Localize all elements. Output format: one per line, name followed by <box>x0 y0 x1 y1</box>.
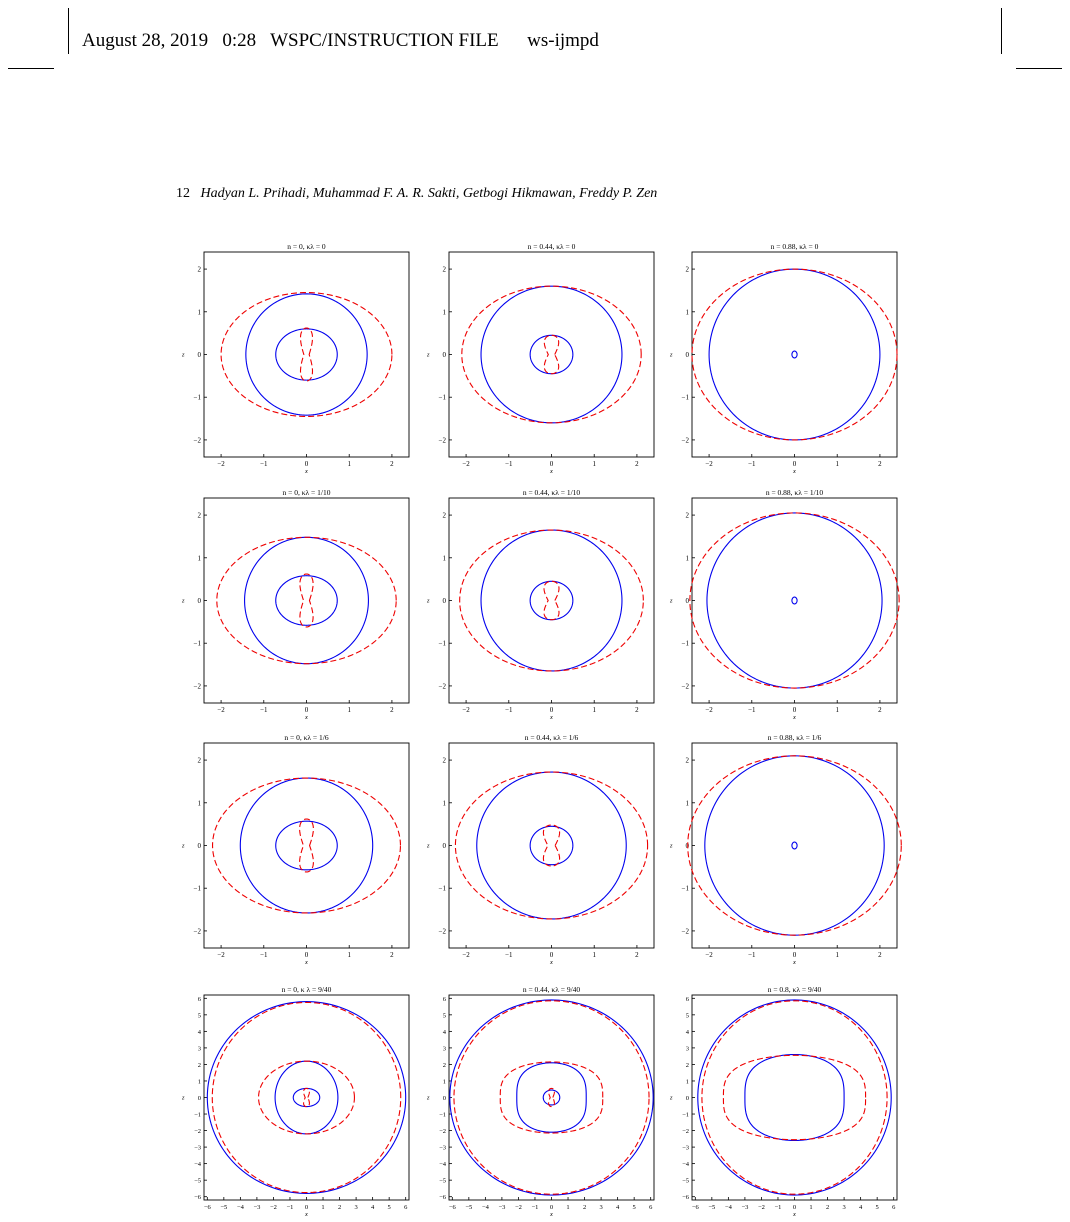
running-head-file-type: WSPC/INSTRUCTION FILE <box>270 30 499 51</box>
dashed-curve <box>685 756 902 935</box>
plot-frame <box>449 743 654 948</box>
plot-frame <box>692 498 897 703</box>
y-axis-label: z <box>182 1094 185 1102</box>
x-tick-label: −6 <box>448 1204 456 1211</box>
x-tick-label: −1 <box>260 951 268 959</box>
plot-svg <box>668 486 908 721</box>
solid-curve <box>792 351 797 358</box>
plot-svg <box>180 240 420 475</box>
y-tick-label: −3 <box>194 1144 201 1152</box>
y-axis-label: z <box>427 597 430 605</box>
y-tick-label: 1 <box>685 308 689 317</box>
plot-frame <box>449 498 654 703</box>
x-tick-label: 4 <box>859 1204 863 1211</box>
x-tick-label: 0 <box>304 951 309 959</box>
x-tick-label: −4 <box>724 1204 732 1211</box>
y-tick-label: −4 <box>682 1161 689 1169</box>
y-tick-label: −4 <box>439 1161 446 1169</box>
x-tick-label: −5 <box>708 1204 716 1211</box>
solid-curve <box>517 1063 586 1132</box>
x-axis-label: x <box>550 1211 553 1218</box>
plot-panel-r2-c2 <box>425 486 665 721</box>
x-tick-label: −2 <box>757 1204 765 1211</box>
y-tick-label: 5 <box>197 1012 201 1020</box>
x-tick-label: 2 <box>878 706 882 714</box>
y-tick-label: −2 <box>193 436 201 445</box>
y-tick-label: 0 <box>197 351 201 359</box>
y-axis-label: z <box>670 351 673 359</box>
x-tick-label: −1 <box>505 706 513 714</box>
y-tick-label: 0 <box>442 597 446 605</box>
y-tick-label: −2 <box>682 1128 689 1136</box>
x-tick-label: 6 <box>649 1204 653 1211</box>
y-tick-label: −6 <box>194 1194 201 1202</box>
y-tick-label: 3 <box>685 1045 689 1053</box>
x-axis-label: x <box>305 959 308 966</box>
y-tick-label: −2 <box>438 682 446 691</box>
y-tick-label: 2 <box>197 756 201 765</box>
x-tick-label: 1 <box>835 460 839 468</box>
dashed-curve <box>300 819 314 872</box>
dashed-curve <box>692 269 897 440</box>
plot-frame <box>204 995 409 1200</box>
y-tick-label: 5 <box>442 1012 446 1020</box>
y-tick-label: 2 <box>685 756 689 765</box>
plot-panel-r3-c2 <box>425 731 665 966</box>
x-tick-label: −1 <box>260 706 268 714</box>
y-axis-label: z <box>670 842 673 850</box>
y-axis-label: z <box>182 842 185 850</box>
y-tick-label: 1 <box>685 1078 689 1086</box>
solid-curve <box>293 1088 319 1106</box>
running-head-date: August 28, 2019 <box>82 30 209 51</box>
y-tick-label: −2 <box>194 1128 201 1136</box>
x-tick-label: 6 <box>404 1204 408 1211</box>
author-list: Hadyan L. Prihadi, Muhammad F. A. R. Sakti, Getbogi Hikmawan, Freddy P. Zen <box>200 186 658 201</box>
crop-mark-left-horizontal <box>8 68 54 69</box>
x-tick-label: −4 <box>236 1204 244 1211</box>
solid-curve <box>530 581 573 619</box>
y-tick-label: −3 <box>439 1144 446 1152</box>
dashed-curve <box>301 328 313 381</box>
x-tick-label: −1 <box>748 460 756 468</box>
plot-panel-r1-c1 <box>180 240 420 475</box>
plot-svg <box>425 983 665 1218</box>
x-tick-label: 5 <box>387 1204 391 1211</box>
x-tick-label: −1 <box>260 460 268 468</box>
x-tick-label: −1 <box>748 706 756 714</box>
plot-panel-r1-c2 <box>425 240 665 475</box>
x-tick-label: 2 <box>635 460 639 468</box>
y-tick-label: −1 <box>194 1111 201 1119</box>
x-tick-label: −4 <box>481 1204 489 1211</box>
y-tick-label: 0 <box>685 351 689 359</box>
plot-title: n = 0.44, κλ = 9/40 <box>522 985 581 994</box>
x-tick-label: 2 <box>582 1204 587 1211</box>
x-tick-label: 0 <box>792 951 797 959</box>
dashed-curve <box>221 293 392 417</box>
solid-curve <box>481 286 622 423</box>
x-tick-label: −2 <box>705 706 713 714</box>
solid-curve <box>530 826 573 864</box>
plot-frame <box>449 995 654 1200</box>
x-tick-label: −1 <box>774 1204 782 1211</box>
y-tick-label: 0 <box>685 1095 689 1102</box>
dashed-curve <box>690 513 899 688</box>
running-head-time: 0:28 <box>222 30 257 51</box>
plot-frame <box>692 995 897 1200</box>
x-tick-label: 2 <box>390 460 394 468</box>
x-tick-label: −2 <box>217 460 225 468</box>
plot-frame <box>692 743 897 948</box>
dashed-curve <box>454 1001 649 1194</box>
y-tick-label: 1 <box>197 554 201 563</box>
plot-frame <box>204 743 409 948</box>
plot-title: n = 0.88, κλ = 0 <box>770 242 819 251</box>
plot-title: n = 0.44, κλ = 1/6 <box>524 733 579 742</box>
y-tick-label: −1 <box>438 884 446 893</box>
x-tick-label: −1 <box>505 951 513 959</box>
x-tick-label: 3 <box>842 1204 846 1211</box>
solid-curve <box>276 329 338 380</box>
x-tick-label: −3 <box>741 1204 749 1211</box>
solid-curve <box>530 335 573 373</box>
y-tick-label: 0 <box>197 842 201 850</box>
y-tick-label: −1 <box>438 639 446 648</box>
plot-svg <box>180 731 420 966</box>
x-tick-label: −1 <box>748 951 756 959</box>
y-tick-label: −2 <box>681 927 689 936</box>
x-tick-label: −1 <box>286 1204 294 1211</box>
x-tick-label: 0 <box>792 460 797 468</box>
x-tick-label: 2 <box>390 706 394 714</box>
plot-panel-r4-c1 <box>180 983 420 1218</box>
plot-title: n = 0, κ λ = 9/40 <box>281 985 332 994</box>
y-tick-label: 0 <box>442 1095 446 1102</box>
plot-title: n = 0.8, κλ = 9/40 <box>767 985 822 994</box>
y-tick-label: 5 <box>685 1012 689 1020</box>
y-tick-label: 2 <box>197 265 201 274</box>
x-tick-label: 2 <box>878 951 882 959</box>
dashed-curve <box>212 1002 400 1192</box>
x-tick-label: −5 <box>220 1204 228 1211</box>
y-tick-label: 2 <box>685 265 689 274</box>
x-tick-label: −2 <box>462 460 470 468</box>
dashed-curve <box>544 335 558 373</box>
dashed-curve <box>455 772 647 919</box>
y-tick-label: 2 <box>442 1061 446 1069</box>
x-tick-label: 1 <box>321 1204 325 1211</box>
solid-curve <box>792 597 797 604</box>
y-tick-label: 1 <box>442 1078 446 1086</box>
plot-svg <box>425 731 665 966</box>
x-tick-label: −2 <box>217 951 225 959</box>
plot-panel-r4-c3 <box>668 983 908 1218</box>
x-tick-label: −2 <box>462 951 470 959</box>
plot-title: n = 0, κλ = 1/10 <box>282 488 331 497</box>
plot-svg <box>668 731 908 966</box>
x-tick-label: −6 <box>691 1204 699 1211</box>
x-tick-label: −3 <box>253 1204 261 1211</box>
solid-curve <box>543 1090 560 1105</box>
y-tick-label: 2 <box>442 511 446 520</box>
x-tick-label: 0 <box>304 706 309 714</box>
solid-curve <box>275 1061 338 1134</box>
plot-frame <box>204 252 409 457</box>
x-tick-label: 4 <box>371 1204 375 1211</box>
plot-panel-r3-c3 <box>668 731 908 966</box>
y-tick-label: −1 <box>439 1111 446 1119</box>
y-tick-label: 1 <box>197 308 201 317</box>
x-tick-label: 2 <box>635 706 639 714</box>
running-head <box>82 30 599 52</box>
page-header <box>176 186 657 202</box>
solid-curve <box>705 756 884 935</box>
x-tick-label: 2 <box>878 460 882 468</box>
y-tick-label: −2 <box>193 682 201 691</box>
x-tick-label: 2 <box>337 1204 342 1211</box>
y-tick-label: 6 <box>197 995 201 1003</box>
y-tick-label: 2 <box>442 265 446 274</box>
x-tick-label: 0 <box>792 706 797 714</box>
x-tick-label: 6 <box>892 1204 896 1211</box>
x-tick-label: 5 <box>875 1204 879 1211</box>
y-tick-label: 1 <box>197 799 201 808</box>
plot-frame <box>449 252 654 457</box>
x-tick-label: −2 <box>217 706 225 714</box>
solid-curve <box>246 294 367 415</box>
x-tick-label: 0 <box>549 1204 554 1211</box>
x-tick-label: 1 <box>592 951 596 959</box>
y-tick-label: −1 <box>681 639 689 648</box>
y-tick-label: 6 <box>685 995 689 1003</box>
x-tick-label: 1 <box>347 706 351 714</box>
y-tick-label: 1 <box>442 799 446 808</box>
x-tick-label: 0 <box>304 460 309 468</box>
x-tick-label: −2 <box>514 1204 522 1211</box>
dashed-curve <box>300 574 313 627</box>
y-tick-label: 1 <box>197 1078 201 1086</box>
solid-curve <box>276 576 338 626</box>
y-tick-label: −5 <box>682 1177 689 1185</box>
plot-svg <box>180 983 420 1218</box>
solid-curve <box>450 1000 653 1195</box>
y-tick-label: −1 <box>193 639 201 648</box>
y-axis-label: z <box>182 351 185 359</box>
solid-curve <box>240 778 372 913</box>
y-axis-label: z <box>427 842 430 850</box>
x-tick-label: −2 <box>705 951 713 959</box>
y-tick-label: 3 <box>442 1045 446 1053</box>
y-tick-label: −2 <box>193 927 201 936</box>
y-tick-label: −1 <box>193 884 201 893</box>
plot-frame <box>692 252 897 457</box>
dashed-curve <box>543 825 559 866</box>
y-tick-label: 2 <box>442 756 446 765</box>
y-tick-label: 2 <box>197 1061 201 1069</box>
solid-curve <box>276 821 338 870</box>
x-tick-label: 1 <box>347 460 351 468</box>
x-tick-label: 1 <box>592 706 596 714</box>
plot-svg <box>668 983 908 1218</box>
x-axis-label: x <box>793 959 796 966</box>
y-tick-label: 4 <box>685 1028 689 1036</box>
dashed-curve <box>702 1001 887 1194</box>
solid-curve <box>481 530 622 671</box>
y-tick-label: −2 <box>439 1128 446 1136</box>
dashed-curve <box>549 1088 555 1106</box>
y-tick-label: −4 <box>194 1161 201 1169</box>
y-tick-label: −2 <box>681 436 689 445</box>
y-tick-label: 2 <box>685 1061 689 1069</box>
x-tick-label: 2 <box>635 951 639 959</box>
plot-svg <box>180 486 420 721</box>
y-tick-label: −6 <box>439 1194 446 1202</box>
y-tick-label: −5 <box>439 1177 446 1185</box>
x-tick-label: −1 <box>531 1204 539 1211</box>
y-tick-label: −1 <box>682 1111 689 1119</box>
solid-curve <box>245 537 369 663</box>
y-axis-label: z <box>182 597 185 605</box>
x-axis-label: x <box>550 959 553 966</box>
plot-frame <box>204 498 409 703</box>
crop-mark-right-horizontal <box>1016 68 1062 69</box>
dashed-curve <box>462 286 641 423</box>
plot-svg <box>425 240 665 475</box>
x-tick-label: 4 <box>616 1204 620 1211</box>
y-axis-label: z <box>670 1094 673 1102</box>
x-tick-label: 3 <box>599 1204 603 1211</box>
plot-title: n = 0, κλ = 0 <box>287 242 326 251</box>
y-tick-label: 1 <box>442 554 446 563</box>
dashed-curve <box>500 1062 603 1133</box>
x-tick-label: −2 <box>462 706 470 714</box>
x-tick-label: 1 <box>592 460 596 468</box>
x-tick-label: 0 <box>549 460 554 468</box>
x-axis-label: x <box>793 714 796 721</box>
y-tick-label: 0 <box>197 1095 201 1102</box>
solid-curve <box>207 1002 405 1194</box>
plot-panel-r4-c2 <box>425 983 665 1218</box>
y-tick-label: 2 <box>685 511 689 520</box>
y-axis-label: z <box>670 597 673 605</box>
plot-title: n = 0, κλ = 1/6 <box>284 733 329 742</box>
x-axis-label: x <box>550 714 553 721</box>
plot-title: n = 0.88, κλ = 1/10 <box>765 488 824 497</box>
solid-curve <box>698 1000 891 1195</box>
y-tick-label: −1 <box>193 393 201 402</box>
y-tick-label: 0 <box>442 842 446 850</box>
x-tick-label: −5 <box>465 1204 473 1211</box>
y-tick-label: −1 <box>681 393 689 402</box>
x-tick-label: −2 <box>269 1204 277 1211</box>
plot-panel-r2-c1 <box>180 486 420 721</box>
plot-panel-r2-c3 <box>668 486 908 721</box>
page-number: 12 <box>176 186 190 201</box>
x-tick-label: 1 <box>347 951 351 959</box>
y-tick-label: 0 <box>442 351 446 359</box>
x-tick-label: 0 <box>792 1204 797 1211</box>
y-tick-label: −5 <box>194 1177 201 1185</box>
solid-curve <box>707 513 882 688</box>
dashed-curve <box>259 1061 355 1134</box>
x-tick-label: −1 <box>505 460 513 468</box>
solid-curve <box>709 269 880 440</box>
x-tick-label: 2 <box>825 1204 830 1211</box>
y-tick-label: 2 <box>197 511 201 520</box>
x-tick-label: 3 <box>354 1204 358 1211</box>
solid-curve <box>745 1055 844 1141</box>
x-tick-label: −2 <box>705 460 713 468</box>
x-axis-label: x <box>305 714 308 721</box>
x-tick-label: 5 <box>632 1204 636 1211</box>
y-tick-label: 0 <box>685 842 689 850</box>
x-tick-label: 1 <box>566 1204 570 1211</box>
dashed-curve <box>544 581 559 619</box>
x-tick-label: 0 <box>549 706 554 714</box>
y-tick-label: −2 <box>438 927 446 936</box>
y-tick-label: 4 <box>197 1028 201 1036</box>
plot-panel-r3-c1 <box>180 731 420 966</box>
x-tick-label: 1 <box>835 951 839 959</box>
dashed-curve <box>304 1088 310 1106</box>
solid-curve <box>792 842 797 849</box>
x-tick-label: 2 <box>390 951 394 959</box>
y-tick-label: −3 <box>682 1144 689 1152</box>
plot-title: n = 0.44, κλ = 1/10 <box>522 488 581 497</box>
x-axis-label: x <box>305 1211 308 1218</box>
dashed-curve <box>460 530 644 671</box>
y-tick-label: 1 <box>685 554 689 563</box>
x-tick-label: −6 <box>203 1204 211 1211</box>
x-axis-label: x <box>793 468 796 475</box>
x-tick-label: 1 <box>809 1204 813 1211</box>
y-tick-label: 3 <box>197 1045 201 1053</box>
solid-curve <box>477 772 626 919</box>
dashed-curve <box>217 537 396 663</box>
plot-svg <box>425 486 665 721</box>
y-tick-label: 1 <box>685 799 689 808</box>
y-tick-label: 1 <box>442 308 446 317</box>
y-tick-label: −2 <box>681 682 689 691</box>
y-tick-label: −1 <box>438 393 446 402</box>
x-tick-label: 1 <box>835 706 839 714</box>
x-axis-label: x <box>793 1211 796 1218</box>
crop-mark-left-vertical <box>68 8 69 54</box>
crop-mark-right-vertical <box>1001 8 1002 54</box>
y-axis-label: z <box>427 1094 430 1102</box>
plot-panel-r1-c3 <box>668 240 908 475</box>
x-axis-label: x <box>305 468 308 475</box>
y-tick-label: 0 <box>685 597 689 605</box>
x-tick-label: 0 <box>549 951 554 959</box>
y-tick-label: −6 <box>682 1194 689 1202</box>
x-tick-label: −3 <box>498 1204 506 1211</box>
y-tick-label: −1 <box>681 884 689 893</box>
y-tick-label: 4 <box>442 1028 446 1036</box>
running-head-file-name: ws-ijmpd <box>527 30 599 51</box>
plot-title: n = 0.88, κλ = 1/6 <box>767 733 822 742</box>
y-tick-label: 0 <box>197 597 201 605</box>
y-tick-label: −2 <box>438 436 446 445</box>
x-axis-label: x <box>550 468 553 475</box>
x-tick-label: 0 <box>304 1204 309 1211</box>
y-tick-label: 6 <box>442 995 446 1003</box>
plot-title: n = 0.44, κλ = 0 <box>527 242 576 251</box>
y-axis-label: z <box>427 351 430 359</box>
plot-svg <box>668 240 908 475</box>
